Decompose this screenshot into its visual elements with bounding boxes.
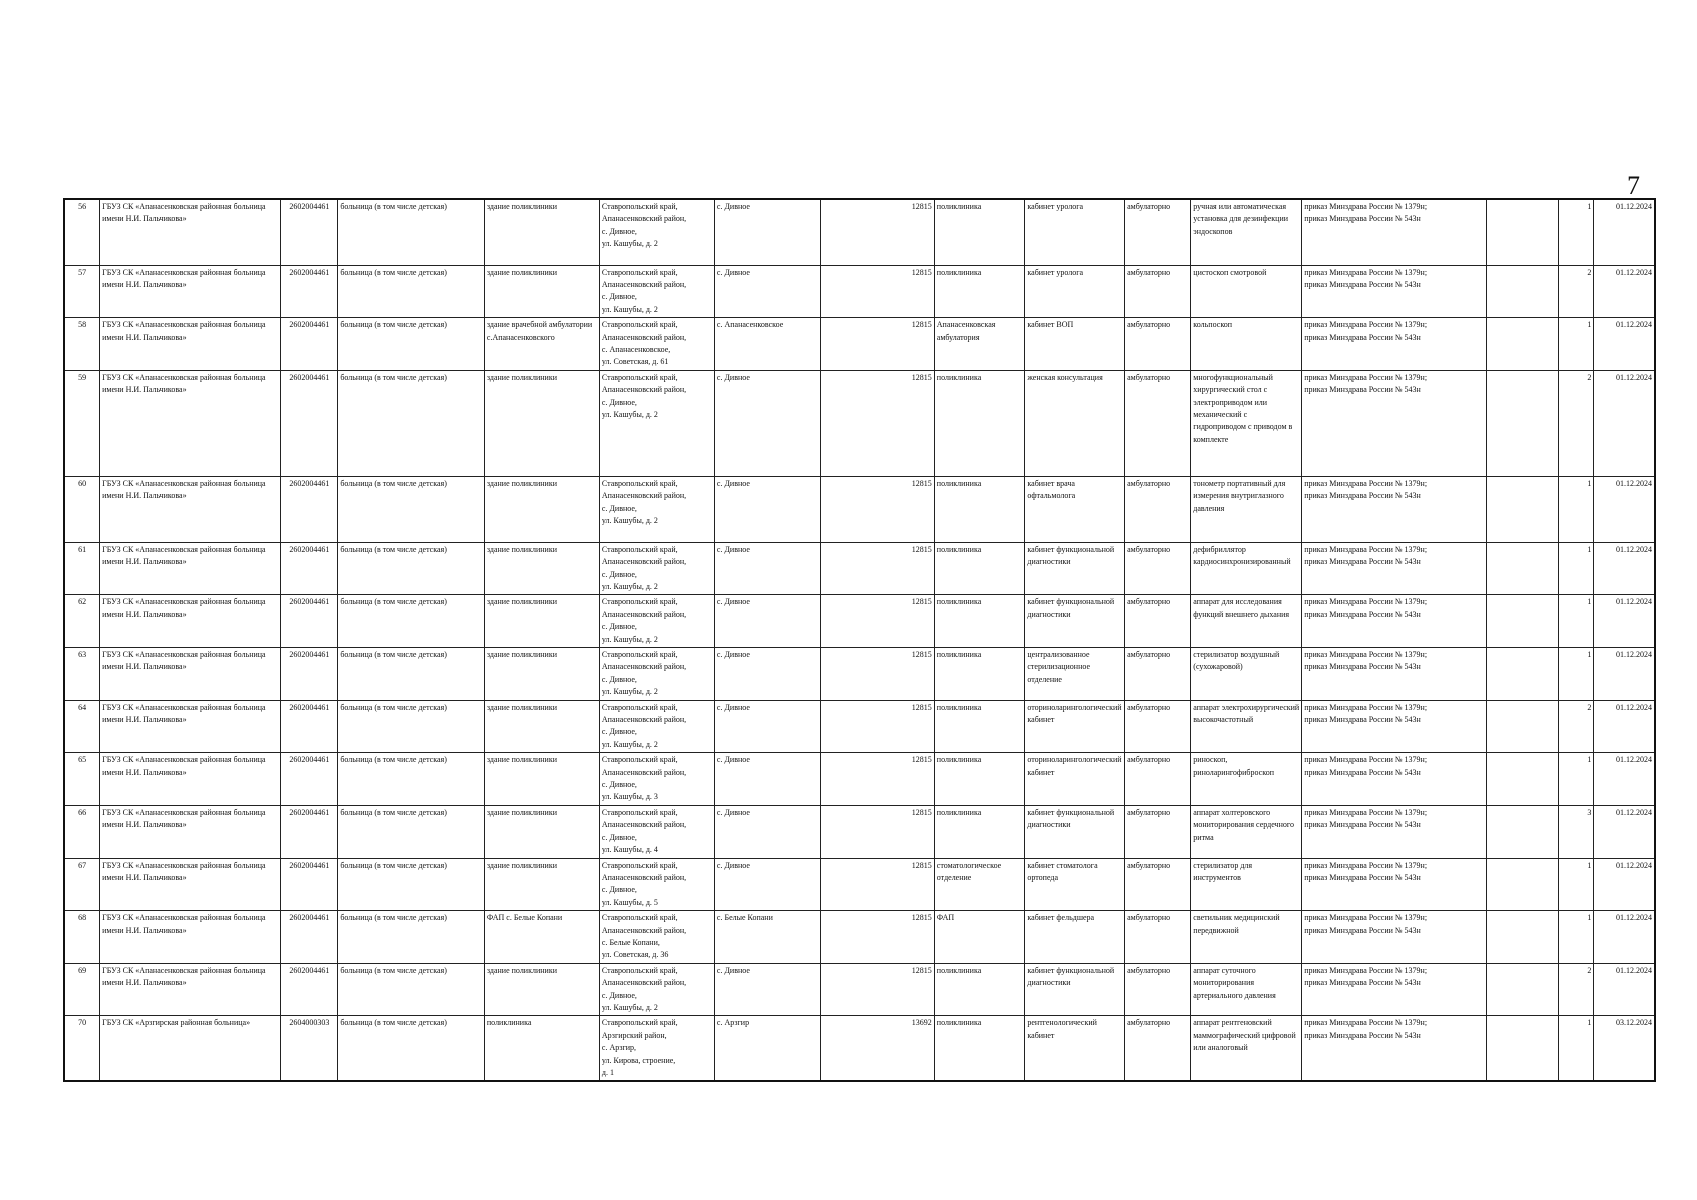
equipment-name: светильник медицинский передвижной [1191,911,1302,964]
department: поликлиника [934,595,1025,648]
empty-cell [1487,911,1558,964]
facility-type: больница (в том числе детская) [338,858,485,911]
room-name: кабинет функциональной диагностики [1025,805,1125,858]
oktmo-code: 12815 [820,542,934,595]
facility-type: больница (в том числе детская) [338,1016,485,1082]
address: Ставропольский край, Апанасенковский район, с. Дивное, ул. Кашубы, д. 5 [599,858,714,911]
building-name: здание врачебной амбулатории с.Апанасенковского [484,318,599,371]
row-number: 61 [64,542,100,595]
date-cell: 01.12.2024 [1594,858,1655,911]
order-reference: приказ Минздрава России № 1379н; приказ Минздрава России № 543н [1302,199,1487,265]
row-number: 69 [64,963,100,1016]
settlement: с. Дивное [714,858,820,911]
table-row [64,318,1655,371]
room-name: оториноларингологический кабинет [1025,753,1125,806]
table-row [64,199,1655,265]
care-form: амбулаторно [1125,858,1191,911]
organization-name: ГБУЗ СК «Апанасенковская районная больница имени Н.И. Пальчикова» [100,858,281,911]
equipment-name: аппарат холтеровского мониторирования сердечного ритма [1191,805,1302,858]
organization-name: ГБУЗ СК «Апанасенковская районная больница имени Н.И. Пальчикова» [100,753,281,806]
oktmo-code: 12815 [820,805,934,858]
row-number: 65 [64,753,100,806]
care-form: амбулаторно [1125,318,1191,371]
facility-type: больница (в том числе детская) [338,753,485,806]
oktmo-code: 12815 [820,265,934,318]
inn-code: 2602004461 [281,318,338,371]
room-name: кабинет функциональной диагностики [1025,963,1125,1016]
table-row [64,265,1655,318]
page-number: 7 [1627,171,1640,200]
quantity: 1 [1558,1016,1594,1082]
organization-name: ГБУЗ СК «Апанасенковская районная больница имени Н.И. Пальчикова» [100,648,281,701]
order-reference: приказ Минздрава России № 1379н; приказ Минздрава России № 543н [1302,753,1487,806]
address: Ставропольский край, Апанасенковский район, с. Дивное, ул. Кашубы, д. 3 [599,753,714,806]
inn-code: 2602004461 [281,542,338,595]
quantity: 1 [1558,753,1594,806]
organization-name: ГБУЗ СК «Апанасенковская районная больница имени Н.И. Пальчикова» [100,318,281,371]
quantity: 1 [1558,858,1594,911]
oktmo-code: 12815 [820,700,934,753]
row-number: 60 [64,476,100,542]
quantity: 2 [1558,370,1594,476]
order-reference: приказ Минздрава России № 1379н; приказ Минздрава России № 543н [1302,476,1487,542]
facility-type: больница (в том числе детская) [338,595,485,648]
address: Ставропольский край, Апанасенковский район, с. Дивное, ул. Кашубы, д. 2 [599,476,714,542]
order-reference: приказ Минздрава России № 1379н; приказ Минздрава России № 543н [1302,648,1487,701]
organization-name: ГБУЗ СК «Апанасенковская районная больница имени Н.И. Пальчикова» [100,476,281,542]
empty-cell [1487,476,1558,542]
organization-name: ГБУЗ СК «Апанасенковская районная больница имени Н.И. Пальчикова» [100,199,281,265]
building-name: здание поликлиники [484,963,599,1016]
department: поликлиника [934,648,1025,701]
inn-code: 2602004461 [281,963,338,1016]
oktmo-code: 12815 [820,753,934,806]
address: Ставропольский край, Апанасенковский район, с. Дивное, ул. Кашубы, д. 2 [599,700,714,753]
date-cell: 01.12.2024 [1594,911,1655,964]
department: поликлиника [934,265,1025,318]
empty-cell [1487,858,1558,911]
room-name: централизованное стерилизационное отделение [1025,648,1125,701]
empty-cell [1487,318,1558,371]
order-reference: приказ Минздрава России № 1379н; приказ Минздрава России № 543н [1302,963,1487,1016]
department: Апанасенковская амбулатория [934,318,1025,371]
settlement: с. Дивное [714,805,820,858]
oktmo-code: 12815 [820,858,934,911]
date-cell: 01.12.2024 [1594,963,1655,1016]
quantity: 1 [1558,595,1594,648]
oktmo-code: 12815 [820,476,934,542]
room-name: кабинет ВОП [1025,318,1125,371]
settlement: с. Дивное [714,542,820,595]
building-name: здание поликлиники [484,648,599,701]
organization-name: ГБУЗ СК «Апанасенковская районная больница имени Н.И. Пальчикова» [100,805,281,858]
date-cell: 03.12.2024 [1594,1016,1655,1082]
care-form: амбулаторно [1125,1016,1191,1082]
row-number: 64 [64,700,100,753]
department: ФАП [934,911,1025,964]
settlement: с. Дивное [714,753,820,806]
room-name: кабинет уролога [1025,265,1125,318]
department: поликлиника [934,370,1025,476]
oktmo-code: 12815 [820,199,934,265]
facility-type: больница (в том числе детская) [338,370,485,476]
table-row [64,370,1655,476]
equipment-name: цистоскоп смотровой [1191,265,1302,318]
address: Ставропольский край, Апанасенковский район, с. Дивное, ул. Кашубы, д. 2 [599,542,714,595]
quantity: 1 [1558,476,1594,542]
facility-type: больница (в том числе детская) [338,805,485,858]
settlement: с. Апанасенковское [714,318,820,371]
department: поликлиника [934,199,1025,265]
table-row [64,1016,1655,1082]
address: Ставропольский край, Апанасенковский район, с. Апанасенковское, ул. Советская, д. 61 [599,318,714,371]
room-name: женская консультация [1025,370,1125,476]
row-number: 59 [64,370,100,476]
organization-name: ГБУЗ СК «Апанасенковская районная больница имени Н.И. Пальчикова» [100,370,281,476]
oktmo-code: 13692 [820,1016,934,1082]
date-cell: 01.12.2024 [1594,199,1655,265]
department: поликлиника [934,700,1025,753]
quantity: 1 [1558,911,1594,964]
care-form: амбулаторно [1125,911,1191,964]
row-number: 58 [64,318,100,371]
oktmo-code: 12815 [820,595,934,648]
department: поликлиника [934,542,1025,595]
oktmo-code: 12815 [820,963,934,1016]
building-name: здание поликлиники [484,805,599,858]
organization-name: ГБУЗ СК «Апанасенковская районная больница имени Н.И. Пальчикова» [100,700,281,753]
address: Ставропольский край, Апанасенковский район, с. Белые Копани, ул. Советская, д. 36 [599,911,714,964]
building-name: здание поликлиники [484,199,599,265]
table-row [64,542,1655,595]
empty-cell [1487,805,1558,858]
oktmo-code: 12815 [820,318,934,371]
equipment-name: кольпоскоп [1191,318,1302,371]
settlement: с. Дивное [714,700,820,753]
facility-type: больница (в том числе детская) [338,318,485,371]
table-row [64,858,1655,911]
care-form: амбулаторно [1125,963,1191,1016]
row-number: 57 [64,265,100,318]
settlement: с. Дивное [714,199,820,265]
inn-code: 2602004461 [281,753,338,806]
department: поликлиника [934,476,1025,542]
inn-code: 2602004461 [281,370,338,476]
equipment-name: аппарат рентгеновский маммографический цифровой или аналоговый [1191,1016,1302,1082]
address: Ставропольский край, Апанасенковский район, с. Дивное, ул. Кашубы, д. 2 [599,595,714,648]
empty-cell [1487,700,1558,753]
building-name: здание поликлиники [484,476,599,542]
date-cell: 01.12.2024 [1594,805,1655,858]
table-row [64,805,1655,858]
address: Ставропольский край, Апанасенковский район, с. Дивное, ул. Кашубы, д. 2 [599,648,714,701]
facility-type: больница (в том числе детская) [338,476,485,542]
facility-type: больница (в том числе детская) [338,265,485,318]
department: поликлиника [934,753,1025,806]
care-form: амбулаторно [1125,476,1191,542]
inn-code: 2602004461 [281,700,338,753]
table-row [64,595,1655,648]
organization-name: ГБУЗ СК «Апанасенковская районная больница имени Н.И. Пальчикова» [100,963,281,1016]
inn-code: 2602004461 [281,595,338,648]
facility-type: больница (в том числе детская) [338,911,485,964]
organization-name: ГБУЗ СК «Апанасенковская районная больница имени Н.И. Пальчикова» [100,911,281,964]
settlement: с. Дивное [714,595,820,648]
care-form: амбулаторно [1125,265,1191,318]
settlement: с. Дивное [714,370,820,476]
quantity: 1 [1558,648,1594,701]
equipment-name: аппарат электрохирургический высокочастотный [1191,700,1302,753]
order-reference: приказ Минздрава России № 1379н; приказ Минздрава России № 543н [1302,318,1487,371]
quantity: 1 [1558,199,1594,265]
department: поликлиника [934,1016,1025,1082]
department: стоматологическое отделение [934,858,1025,911]
date-cell: 01.12.2024 [1594,318,1655,371]
empty-cell [1487,963,1558,1016]
equipment-name: стерилизатор для инструментов [1191,858,1302,911]
equipment-name: многофункциональный хирургический стол с электроприводом или механический с гидроприводом с приводом в комплекте [1191,370,1302,476]
empty-cell [1487,265,1558,318]
facility-type: больница (в том числе детская) [338,542,485,595]
empty-cell [1487,199,1558,265]
organization-name: ГБУЗ СК «Арзгирская районная больница» [100,1016,281,1082]
equipment-table [63,198,1656,1082]
table-row [64,700,1655,753]
care-form: амбулаторно [1125,753,1191,806]
equipment-name: стерилизатор воздушный (сухожаровой) [1191,648,1302,701]
building-name: здание поликлиники [484,858,599,911]
inn-code: 2602004461 [281,199,338,265]
order-reference: приказ Минздрава России № 1379н; приказ Минздрава России № 543н [1302,542,1487,595]
building-name: ФАП с. Белые Копани [484,911,599,964]
table-row [64,476,1655,542]
room-name: кабинет врача офтальмолога [1025,476,1125,542]
order-reference: приказ Минздрава России № 1379н; приказ Минздрава России № 543н [1302,1016,1487,1082]
equipment-name: аппарат для исследования функций внешнего дыхания [1191,595,1302,648]
date-cell: 01.12.2024 [1594,753,1655,806]
table-row [64,963,1655,1016]
department: поликлиника [934,963,1025,1016]
building-name: поликлиника [484,1016,599,1082]
quantity: 1 [1558,318,1594,371]
date-cell: 01.12.2024 [1594,648,1655,701]
order-reference: приказ Минздрава России № 1379н; приказ Минздрава России № 543н [1302,595,1487,648]
empty-cell [1487,370,1558,476]
order-reference: приказ Минздрава России № 1379н; приказ Минздрава России № 543н [1302,911,1487,964]
empty-cell [1487,648,1558,701]
inn-code: 2602004461 [281,805,338,858]
order-reference: приказ Минздрава России № 1379н; приказ Минздрава России № 543н [1302,805,1487,858]
settlement: с. Арзгир [714,1016,820,1082]
date-cell: 01.12.2024 [1594,542,1655,595]
order-reference: приказ Минздрава России № 1379н; приказ Минздрава России № 543н [1302,858,1487,911]
building-name: здание поликлиники [484,370,599,476]
empty-cell [1487,542,1558,595]
table-row [64,648,1655,701]
settlement: с. Белые Копани [714,911,820,964]
settlement: с. Дивное [714,476,820,542]
order-reference: приказ Минздрава России № 1379н; приказ Минздрава России № 543н [1302,700,1487,753]
inn-code: 2602004461 [281,476,338,542]
quantity: 2 [1558,963,1594,1016]
organization-name: ГБУЗ СК «Апанасенковская районная больница имени Н.И. Пальчикова» [100,265,281,318]
building-name: здание поликлиники [484,700,599,753]
building-name: здание поликлиники [484,265,599,318]
settlement: с. Дивное [714,648,820,701]
row-number: 70 [64,1016,100,1082]
address: Ставропольский край, Апанасенковский район, с. Дивное, ул. Кашубы, д. 2 [599,370,714,476]
equipment-name: аппарат суточного мониторирования артериального давления [1191,963,1302,1016]
room-name: кабинет уролога [1025,199,1125,265]
inn-code: 2604000303 [281,1016,338,1082]
inn-code: 2602004461 [281,265,338,318]
room-name: кабинет фельдшера [1025,911,1125,964]
equipment-name: тонометр портативный для измерения внутриглазного давления [1191,476,1302,542]
equipment-name: дефибриллятор кардиосинхронизированный [1191,542,1302,595]
date-cell: 01.12.2024 [1594,700,1655,753]
facility-type: больница (в том числе детская) [338,199,485,265]
care-form: амбулаторно [1125,595,1191,648]
room-name: оториноларингологический кабинет [1025,700,1125,753]
room-name: кабинет функциональной диагностики [1025,595,1125,648]
organization-name: ГБУЗ СК «Апанасенковская районная больница имени Н.И. Пальчикова» [100,595,281,648]
row-number: 66 [64,805,100,858]
quantity: 3 [1558,805,1594,858]
inn-code: 2602004461 [281,911,338,964]
care-form: амбулаторно [1125,700,1191,753]
date-cell: 01.12.2024 [1594,595,1655,648]
order-reference: приказ Минздрава России № 1379н; приказ Минздрава России № 543н [1302,370,1487,476]
facility-type: больница (в том числе детская) [338,648,485,701]
empty-cell [1487,753,1558,806]
care-form: амбулаторно [1125,370,1191,476]
room-name: кабинет функциональной диагностики [1025,542,1125,595]
building-name: здание поликлиники [484,542,599,595]
equipment-name: риноскоп, риноларингофиброскоп [1191,753,1302,806]
facility-type: больница (в том числе детская) [338,963,485,1016]
quantity: 2 [1558,700,1594,753]
room-name: кабинет стоматолога ортопеда [1025,858,1125,911]
inn-code: 2602004461 [281,858,338,911]
oktmo-code: 12815 [820,911,934,964]
row-number: 56 [64,199,100,265]
organization-name: ГБУЗ СК «Апанасенковская районная больница имени Н.И. Пальчикова» [100,542,281,595]
room-name: рентгенологический кабинет [1025,1016,1125,1082]
empty-cell [1487,1016,1558,1082]
date-cell: 01.12.2024 [1594,265,1655,318]
address: Ставропольский край, Арзгирский район, с. Арзгир, ул. Кирова, строение, д. 1 [599,1016,714,1082]
row-number: 62 [64,595,100,648]
care-form: амбулаторно [1125,199,1191,265]
settlement: с. Дивное [714,265,820,318]
date-cell: 01.12.2024 [1594,476,1655,542]
department: поликлиника [934,805,1025,858]
care-form: амбулаторно [1125,805,1191,858]
building-name: здание поликлиники [484,595,599,648]
table-row [64,911,1655,964]
quantity: 2 [1558,265,1594,318]
inn-code: 2602004461 [281,648,338,701]
quantity: 1 [1558,542,1594,595]
address: Ставропольский край, Апанасенковский район, с. Дивное, ул. Кашубы, д. 2 [599,963,714,1016]
facility-type: больница (в том числе детская) [338,700,485,753]
address: Ставропольский край, Апанасенковский район, с. Дивное, ул. Кашубы, д. 2 [599,265,714,318]
address: Ставропольский край, Апанасенковский район, с. Дивное, ул. Кашубы, д. 4 [599,805,714,858]
equipment-name: ручная или автоматическая установка для дезинфекции эндоскопов [1191,199,1302,265]
oktmo-code: 12815 [820,648,934,701]
order-reference: приказ Минздрава России № 1379н; приказ Минздрава России № 543н [1302,265,1487,318]
settlement: с. Дивное [714,963,820,1016]
row-number: 67 [64,858,100,911]
care-form: амбулаторно [1125,542,1191,595]
care-form: амбулаторно [1125,648,1191,701]
table-row [64,753,1655,806]
building-name: здание поликлиники [484,753,599,806]
row-number: 68 [64,911,100,964]
empty-cell [1487,595,1558,648]
row-number: 63 [64,648,100,701]
oktmo-code: 12815 [820,370,934,476]
address: Ставропольский край, Апанасенковский район, с. Дивное, ул. Кашубы, д. 2 [599,199,714,265]
date-cell: 01.12.2024 [1594,370,1655,476]
